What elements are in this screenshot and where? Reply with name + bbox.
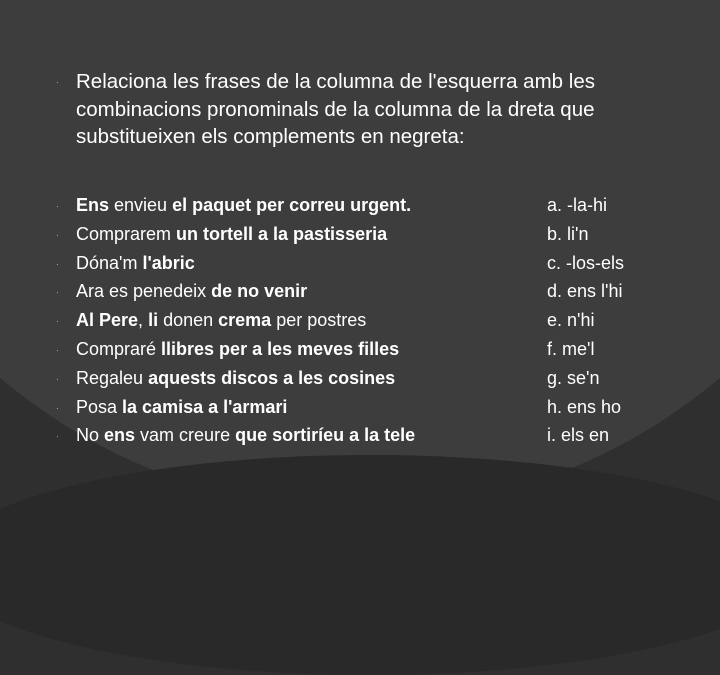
bullet-icon: ·: [56, 202, 59, 211]
sentence-text: donen: [158, 310, 219, 331]
sentence-text: vam creure: [135, 425, 236, 446]
sentence-left: [76, 367, 395, 389]
bold-complement: llibres per a les meves filles: [161, 339, 400, 359]
bold-complement: l'abric: [142, 252, 195, 273]
pronoun-option: a. -la-hi: [547, 195, 608, 215]
sentence-left: [76, 223, 387, 245]
exercise-row: [0, 190, 720, 218]
sentence-text: Compraré: [76, 339, 162, 359]
sentence-text: envieu: [109, 195, 173, 215]
bold-complement: el paquet per correu urgent.: [172, 195, 412, 215]
sentence-text: No: [76, 425, 105, 446]
sentence-text: Comprarem: [76, 223, 177, 244]
sentence-text: Ara es penedeix: [76, 281, 212, 302]
sentence-left: [76, 396, 287, 418]
sentence-left: [76, 424, 415, 446]
bullet-icon: ·: [56, 288, 59, 298]
bold-complement: un tortell a la pastisseria: [176, 223, 388, 244]
bold-complement: ens: [104, 425, 136, 446]
sentence-text: Dóna'm: [76, 252, 143, 273]
bold-complement: la camisa a l'armari: [122, 396, 288, 417]
sentence-text: Posa: [76, 396, 123, 417]
pronoun-option: e. n'hi: [547, 310, 595, 331]
exercise-row: [0, 363, 720, 391]
sentence-left: [76, 309, 366, 331]
exercise-row: [0, 276, 720, 304]
bullet-icon: ·: [56, 374, 59, 384]
sentence-text: ,: [138, 310, 149, 331]
bold-complement: li: [148, 310, 159, 331]
exercise-row: [0, 392, 720, 420]
exercise-row: [0, 305, 720, 333]
pronoun-option: i. els en: [547, 425, 610, 446]
bold-complement: de no venir: [211, 281, 308, 302]
sentence-left: [76, 280, 307, 302]
bullet-icon: ·: [56, 432, 59, 442]
bullet-icon: ·: [56, 346, 59, 355]
exercise-row: [0, 334, 720, 362]
sentence-left: [76, 194, 411, 216]
pronoun-option: b. li'n: [547, 223, 589, 244]
intro-instruction: Relaciona les frases de la columna de l'esquerra amb les combinacions pronominals de la columna de la dreta que substitueixen els complements en negreta:: [76, 70, 595, 148]
pronoun-option: d. ens l'hi: [547, 281, 623, 302]
sentence-text: per postres: [271, 310, 367, 331]
pronoun-option: c. -los-els: [547, 252, 625, 273]
bold-complement: crema: [218, 310, 272, 331]
sentence-text: Regaleu: [76, 367, 149, 388]
sentence-left: [76, 338, 399, 360]
bullet-icon: ·: [56, 259, 59, 269]
exercise-row: [0, 219, 720, 247]
exercise-row: [0, 420, 720, 448]
bullet-icon: ·: [56, 230, 59, 240]
bold-complement: que sortiríeu a la tele: [235, 425, 416, 446]
bold-complement: aquests discos a les cosines: [148, 367, 396, 388]
bold-complement: Al Pere: [76, 310, 139, 331]
pronoun-option: f. me'l: [547, 339, 595, 359]
bold-complement: Ens: [76, 195, 110, 215]
sentence-left: [76, 252, 195, 274]
pronoun-option: h. ens ho: [547, 396, 622, 417]
exercise-row: [0, 248, 720, 276]
bullet-icon: ·: [56, 317, 59, 327]
pronoun-option: g. se'n: [547, 367, 600, 388]
bullet-icon: ·: [56, 403, 59, 413]
bullet-icon: ·: [56, 78, 59, 87]
